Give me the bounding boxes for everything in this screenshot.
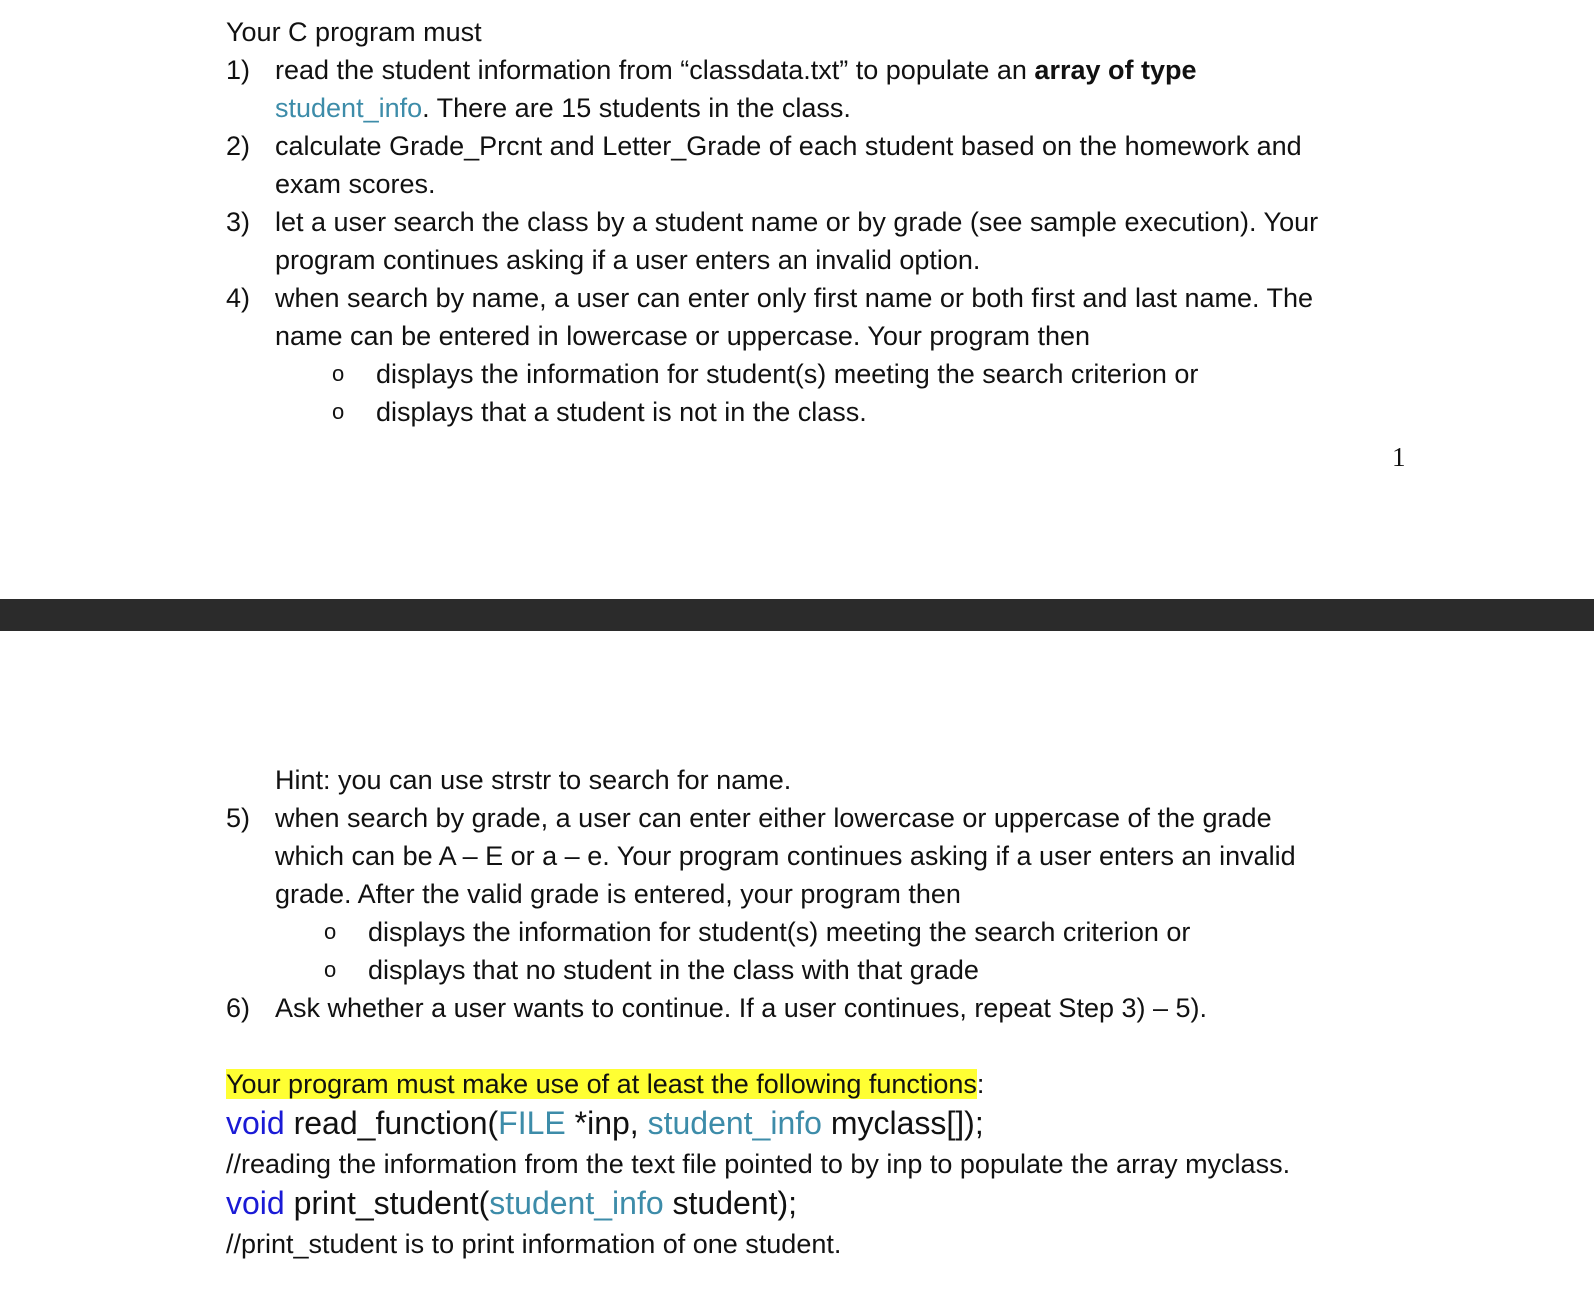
item-1-line-1: read the student information from “classdata.txt” to populate an array of type (275, 55, 1197, 85)
page-divider (0, 599, 1594, 631)
bullet-icon: o (324, 957, 337, 982)
item-2-line-1: calculate Grade_Prcnt and Letter_Grade of each student based on the homework and (275, 131, 1302, 161)
item-5-bullet-2: displays that no student in the class with that grade (368, 955, 979, 985)
item-3-line-1: let a user search the class by a student name or by grade (see sample execution). Your (275, 207, 1319, 237)
bold-array-of-type: array of type (1034, 55, 1197, 85)
item-6-number: 6) (226, 993, 251, 1023)
item-4-line-1: when search by name, a user can enter only first name or both first and last name. The (275, 283, 1314, 313)
item-4-bullet-1: displays the information for student(s) meeting the search criterion or (376, 359, 1199, 389)
item-2-line-2: exam scores. (275, 169, 436, 199)
item-1-number: 1) (226, 55, 251, 85)
item-3-line-2: program continues asking if a user enters an invalid option. (275, 245, 981, 275)
function-prototype-print: void print_student(student_info student); (226, 1185, 798, 1221)
item-4-line-2: name can be entered in lowercase or uppercase. Your program then (275, 321, 1091, 351)
functions-heading: Your program must make use of at least the following functions: (226, 1069, 985, 1099)
function-prototype-read: void read_function(FILE *inp, student_info myclass[]); (226, 1105, 984, 1141)
item-5-number: 5) (226, 803, 251, 833)
student-info-type: student_info (489, 1185, 664, 1221)
void-keyword: void (226, 1185, 285, 1221)
hint-text: Hint: you can use strstr to search for name. (275, 765, 792, 795)
comment-print-function: //print_student is to print information of one student. (226, 1229, 842, 1259)
bullet-icon: o (332, 361, 345, 386)
highlighted-requirement: Your program must make use of at least the following functions (226, 1069, 977, 1099)
item-5-line-3: grade. After the valid grade is entered, your program then (275, 879, 961, 909)
item-4-bullet-2: displays that a student is not in the class. (376, 397, 867, 427)
item-2-number: 2) (226, 131, 251, 161)
student-info-type: student_info (647, 1105, 822, 1141)
bullet-icon: o (332, 399, 345, 424)
page-number: 1 (1392, 442, 1406, 472)
item-1-line-2: student_info. There are 15 students in the class. (275, 93, 851, 123)
intro-text: Your C program must (226, 17, 482, 47)
comment-read-function: //reading the information from the text file pointed to by inp to populate the array myclass. (226, 1149, 1291, 1179)
item-4-number: 4) (226, 283, 251, 313)
item-5-bullet-1: displays the information for student(s) meeting the search criterion or (368, 917, 1191, 947)
item-5-line-1: when search by grade, a user can enter either lowercase or uppercase of the grade (275, 803, 1272, 833)
item-5-line-2: which can be A – E or a – e. Your program continues asking if a user enters an invalid (275, 841, 1296, 871)
bullet-icon: o (324, 919, 337, 944)
student-info-type: student_info (275, 93, 423, 123)
file-type: FILE (498, 1105, 566, 1141)
void-keyword: void (226, 1105, 285, 1141)
item-3-number: 3) (226, 207, 251, 237)
item-6-line-1: Ask whether a user wants to continue. If a user continues, repeat Step 3) – 5). (275, 993, 1208, 1023)
